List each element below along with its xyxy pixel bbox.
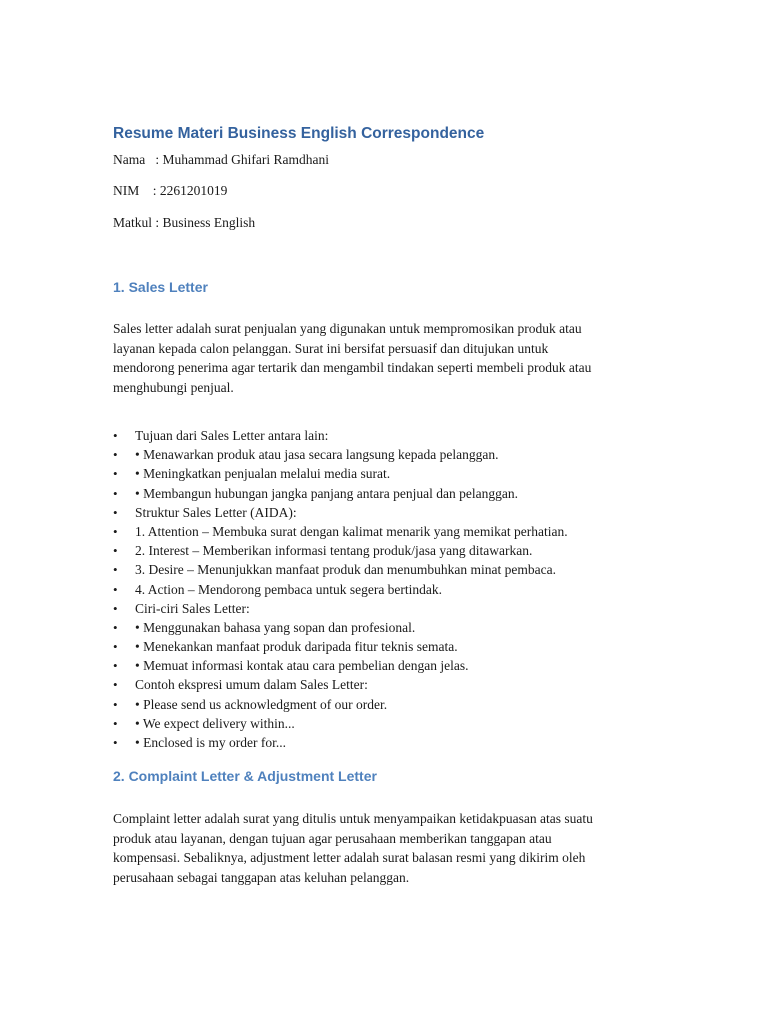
sales-letter-paragraph (113, 319, 653, 397)
list-item-text: • Menawarkan produk atau jasa secara langsung kepada pelanggan. (135, 447, 499, 463)
list-item (113, 560, 568, 579)
meta-matkul-label: Matkul (113, 215, 152, 230)
bullet-icon: • (113, 581, 118, 597)
bullet-icon: • (113, 677, 118, 693)
bullet-icon: • (113, 639, 118, 655)
document-title: Resume Materi Business English Correspondence (113, 125, 485, 142)
meta-nim-value: 2261201019 (159, 183, 228, 198)
meta-name-value: Muhammad Ghifari Ramdhani (162, 152, 329, 167)
complaint-letter-paragraph (113, 809, 653, 887)
list-item-text: 2. Interest – Memberikan informasi tentang produk/jasa yang ditawarkan. (135, 543, 533, 559)
list-item-text: • Memuat informasi kontak atau cara pembelian dengan jelas. (135, 658, 469, 674)
bullet-icon: • (113, 735, 118, 750)
list-item-text: • Menggunakan bahasa yang sopan dan profesional. (135, 619, 416, 635)
list-item (113, 637, 568, 656)
list-item-text: 4. Action – Mendorong pembaca untuk segera bertindak. (135, 581, 443, 597)
bullet-icon: • (113, 466, 118, 482)
meta-nim-separator: : (139, 183, 160, 198)
bullet-icon: • (113, 562, 118, 578)
bullet-icon: • (113, 658, 118, 674)
list-item-text: Ciri-ciri Sales Letter: (135, 600, 250, 616)
meta-nim-line (113, 182, 227, 200)
sales-letter-bullet-list (113, 426, 568, 752)
list-item-text: 3. Desire – Menunjukkan manfaat produk dan menumbuhkan minat pembaca. (135, 562, 557, 578)
bullet-icon: • (113, 428, 118, 443)
paragraph-line: layanan kepada calon pelanggan. Surat ini bersifat persuasif dan ditujukan untuk (113, 340, 549, 356)
meta-name-separator: : (145, 152, 163, 167)
list-item-text: • Please send us acknowledgment of our order. (135, 696, 388, 712)
list-item-text: • Meningkatkan penjualan melalui media surat. (135, 466, 391, 482)
paragraph-line: produk atau layanan, dengan tujuan agar perusahaan memberikan tanggapan atau (113, 830, 552, 846)
meta-matkul-separator: : (152, 215, 163, 230)
meta-matkul-line (113, 214, 255, 232)
list-item (113, 503, 568, 522)
paragraph-line: perusahaan sebagai tanggapan atas keluhan pelanggan. (113, 869, 410, 885)
paragraph-line: Complaint letter adalah surat yang ditulis untuk menyampaikan ketidakpuasan atas suatu (113, 811, 593, 826)
list-item (113, 445, 568, 464)
list-item-text: • Enclosed is my order for... (135, 735, 286, 750)
list-item (113, 618, 568, 637)
paragraph-line: kompensasi. Sebaliknya, adjustment letter adalah surat balasan resmi yang dikirim oleh (113, 850, 586, 865)
bullet-icon: • (113, 447, 118, 463)
list-item (113, 675, 568, 694)
bullet-icon: • (113, 619, 118, 635)
list-item-text: • We expect delivery within... (135, 715, 295, 731)
meta-matkul-value: Business English (162, 215, 256, 230)
list-item-text: • Menekankan manfaat produk daripada fitur teknis semata. (135, 639, 458, 655)
list-item (113, 484, 568, 503)
list-item (113, 733, 568, 752)
bullet-icon: • (113, 523, 118, 539)
list-item (113, 695, 568, 714)
bullet-icon: • (113, 543, 118, 559)
list-item (113, 522, 568, 541)
paragraph-line: mendorong penerima agar tertarik dan mengambil tindakan seperti membeli produk atau (113, 360, 592, 375)
paragraph-line: Sales letter adalah surat penjualan yang digunakan untuk mempromosikan produk atau (113, 321, 582, 336)
list-item-text: Struktur Sales Letter (AIDA): (135, 504, 297, 520)
bullet-icon: • (113, 504, 118, 520)
meta-name-label: Nama (113, 152, 146, 167)
list-item (113, 714, 568, 733)
bullet-icon: • (113, 485, 118, 501)
list-item (113, 580, 568, 599)
bullet-icon: • (113, 696, 118, 712)
meta-nim-label: NIM (113, 183, 140, 198)
bullet-icon: • (113, 600, 118, 616)
list-item (113, 656, 568, 675)
meta-name-line (113, 151, 329, 169)
section-heading-complaint-letter: 2. Complaint Letter & Adjustment Letter (113, 768, 377, 784)
list-item-text: 1. Attention – Membuka surat dengan kalimat menarik yang memikat perhatian. (135, 523, 568, 539)
list-item (113, 464, 568, 483)
list-item-text: Tujuan dari Sales Letter antara lain: (135, 428, 329, 443)
list-item (113, 541, 568, 560)
section-heading-sales-letter: 1. Sales Letter (113, 279, 208, 295)
list-item-text: Contoh ekspresi umum dalam Sales Letter: (135, 677, 368, 693)
bullet-icon: • (113, 715, 118, 731)
list-item (113, 426, 568, 445)
paragraph-line: menghubungi penjual. (113, 379, 234, 395)
list-item-text: • Membangun hubungan jangka panjang antara penjual dan pelanggan. (135, 485, 518, 501)
list-item (113, 599, 568, 618)
